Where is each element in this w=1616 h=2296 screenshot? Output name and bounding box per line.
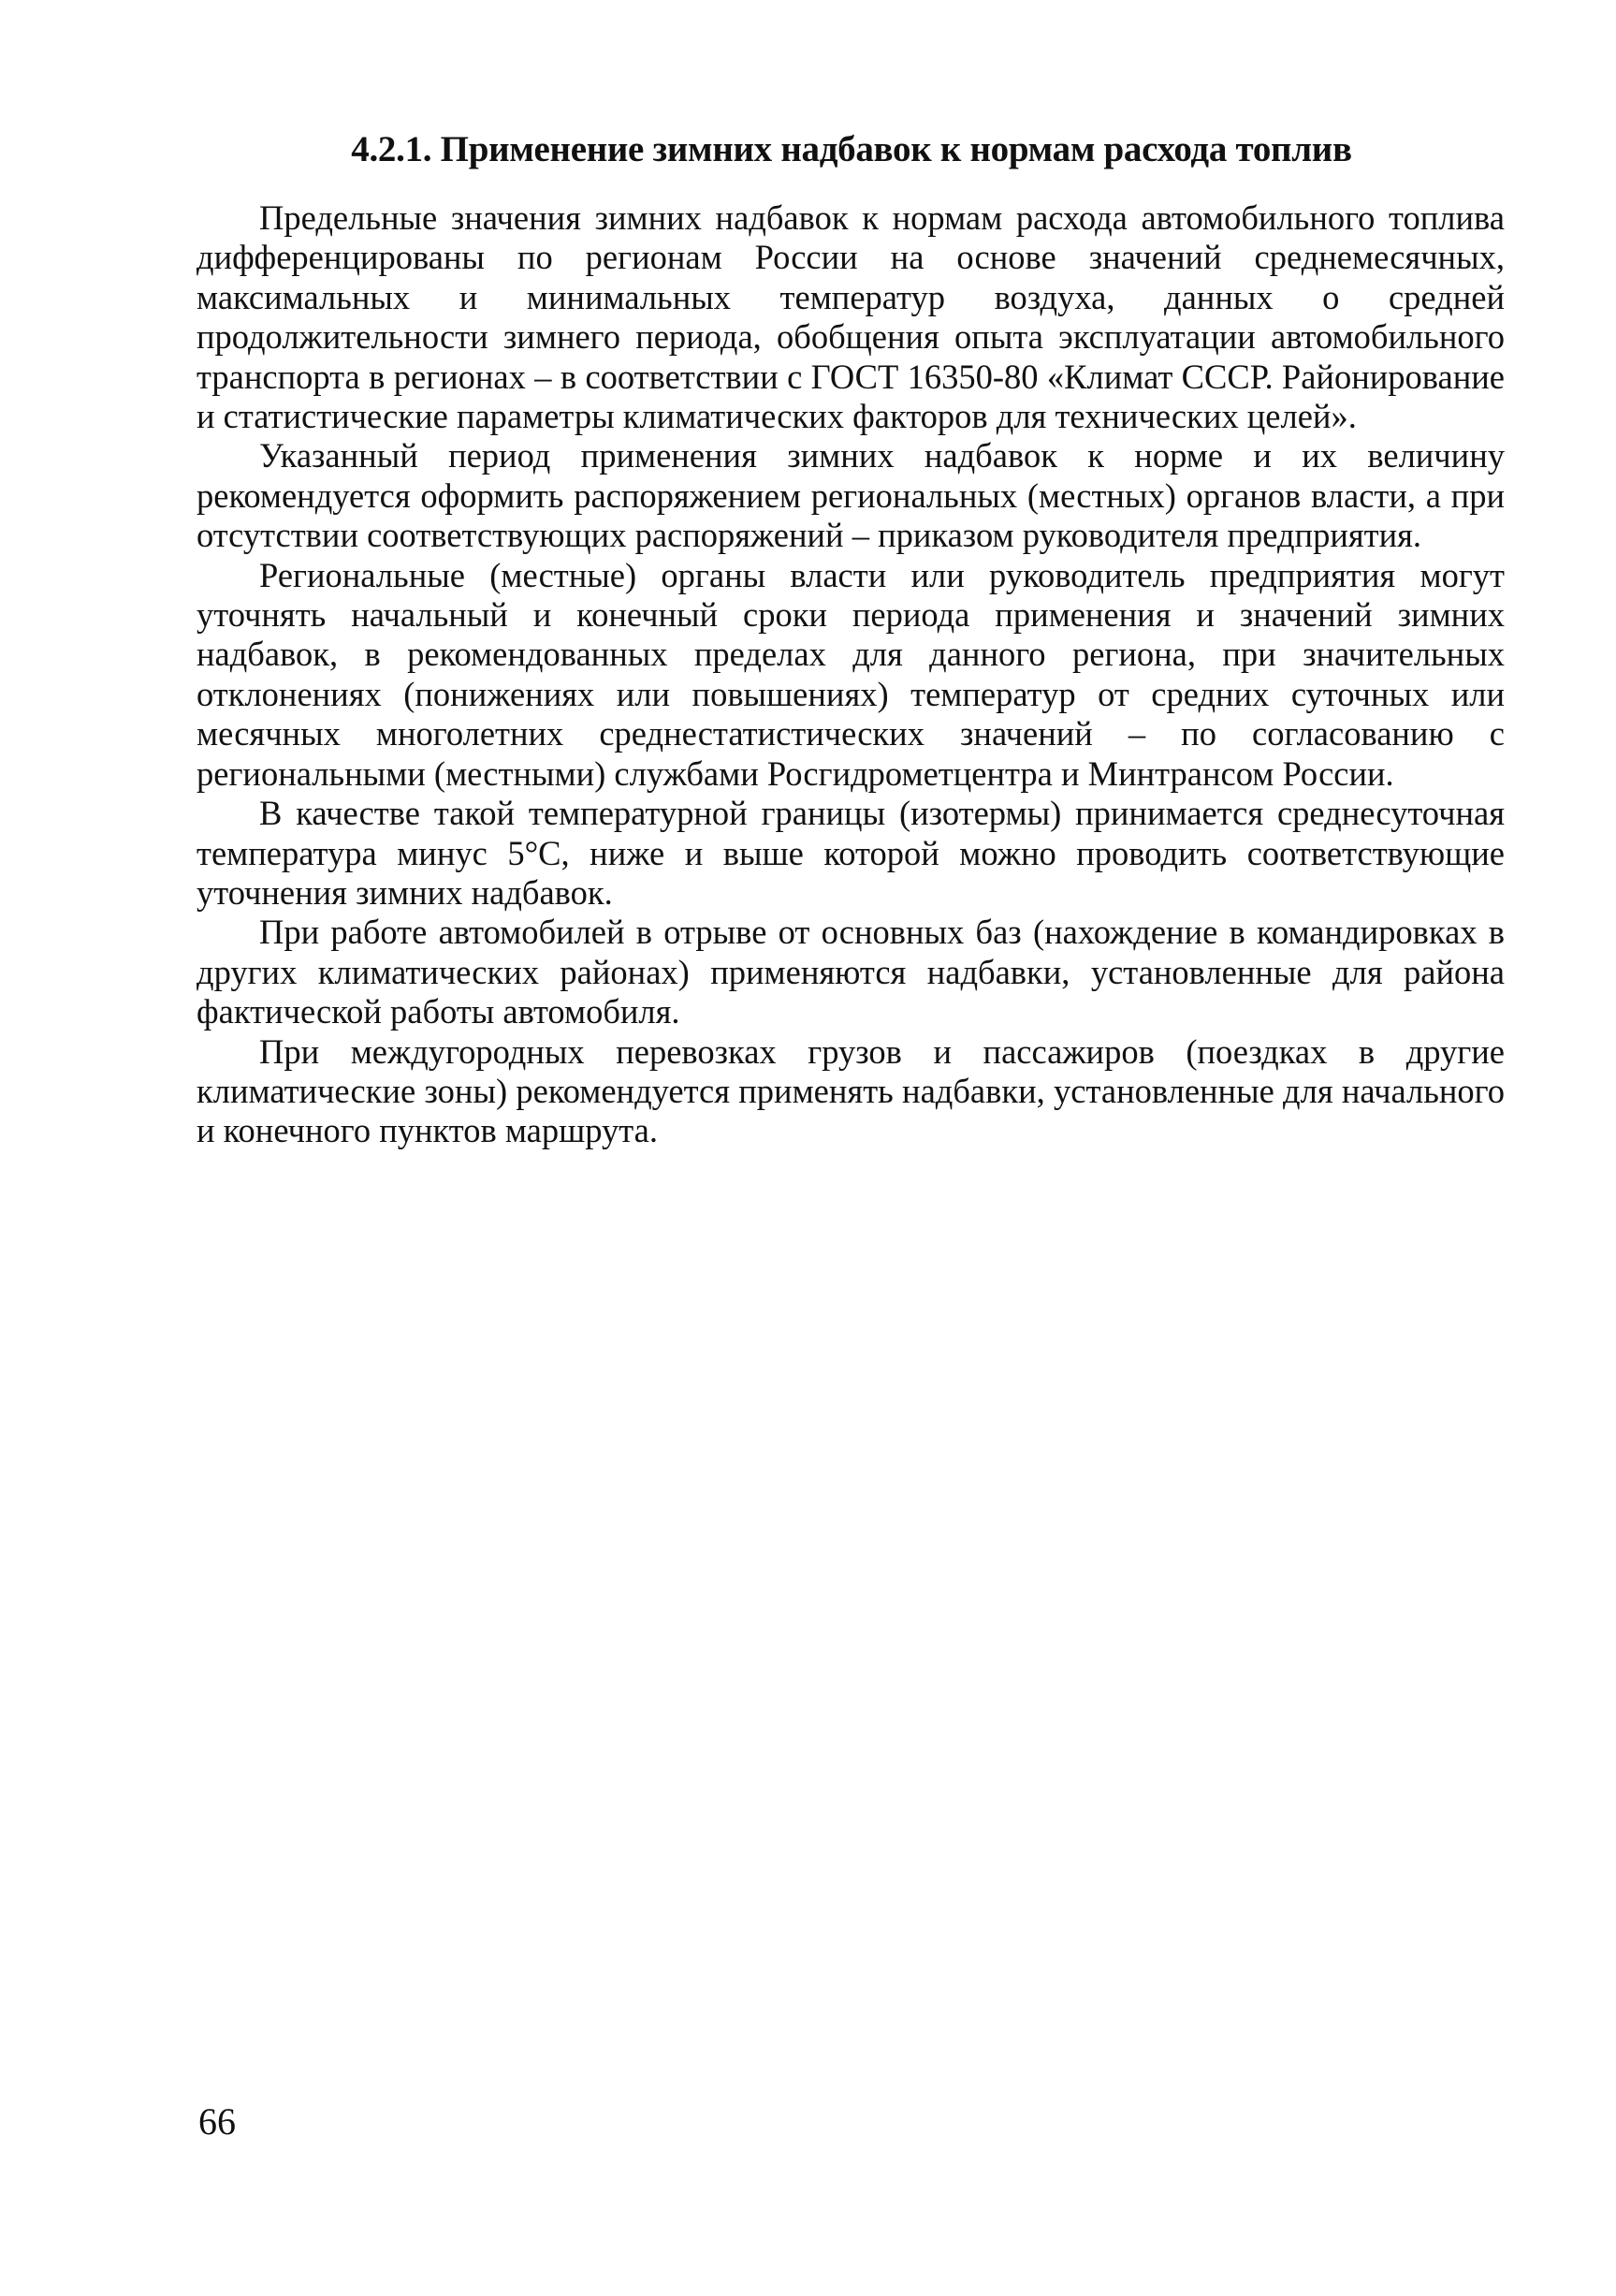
paragraph: Указанный период применения зимних надбавок к норме и их величину рекомендуется оформить распоряжением региональных (местных) органов власти, а при отсутствии соответствующих распоряжений – приказом руководителя предприятия. <box>197 436 1505 555</box>
body-text <box>197 198 1505 1151</box>
paragraph: Региональные (местные) органы власти или руководитель предприятия могут уточнять начальный и конечный сроки периода применения и значений зимних надбавок, в рекомендованных пределах для данного региона, при значительных отклонениях (понижениях или повышениях) температур от средних суточных или месячных многолетних среднестатистических значений – по согласованию с региональными (местными) службами Росгидрометцентра и Минтрансом России. <box>197 555 1505 793</box>
page-number: 66 <box>198 2100 236 2142</box>
paragraph: Предельные значения зимних надбавок к нормам расхода автомобильного топлива дифференцированы по регионам России на основе значений среднемесячных, максимальных и минимальных температур воздуха, данных о средней продолжительности зимнего периода, обобщения опыта эксплуатации автомобильного транспорта в регионах – в соответствии с ГОСТ 16350-80 «Климат СССР. Районирование и статистические параметры климатических факторов для технических целей». <box>197 198 1505 436</box>
paragraph: При междугородных перевозках грузов и пассажиров (поездках в другие климатические зоны) рекомендуется применять надбавки, установленные для начального и конечного пунктов маршрута. <box>197 1031 1505 1150</box>
paragraph: В качестве такой температурной границы (изотермы) принимается среднесуточная температура минус 5°С, ниже и выше которой можно проводить соответствующие уточнения зимних надбавок. <box>197 794 1505 912</box>
section-heading: 4.2.1. Применение зимних надбавок к нормам расхода топлив <box>351 129 1352 169</box>
paragraph: При работе автомобилей в отрыве от основных баз (нахождение в командировках в других климатических районах) применяются надбавки, установленные для района фактической работы автомобиля. <box>197 913 1505 1031</box>
